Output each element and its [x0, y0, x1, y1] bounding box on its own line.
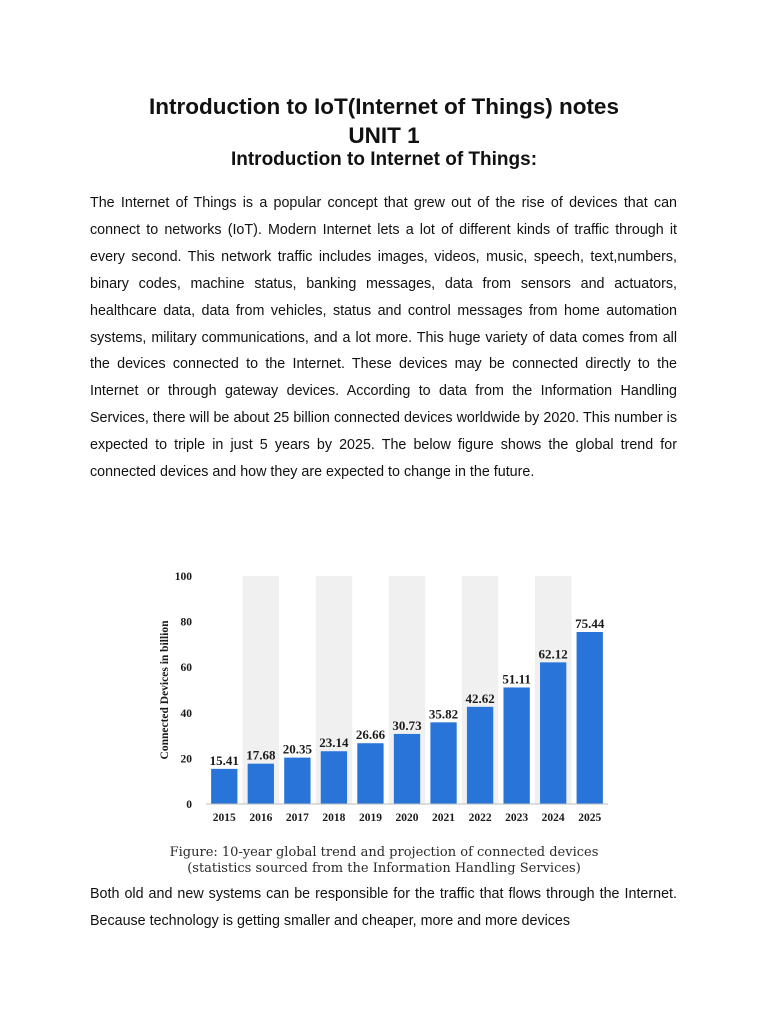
x-tick-label-2023: 2023	[505, 812, 529, 824]
connected-devices-chart	[150, 562, 620, 832]
bar-2017	[284, 758, 310, 804]
x-tick-label-2019: 2019	[358, 812, 382, 824]
bar-2025	[577, 632, 603, 804]
section-heading: Introduction to Internet of Things:	[230, 149, 538, 170]
x-tick-label-2020: 2020	[395, 812, 419, 824]
y-tick-label: 20	[180, 753, 192, 766]
unit-heading: UNIT 1	[348, 123, 420, 148]
bar-2022	[467, 707, 493, 804]
bar-2018	[321, 751, 347, 804]
data-label-2022: 42.62	[465, 690, 495, 706]
x-tick-label-2025: 2025	[578, 812, 602, 824]
x-tick-label-2016: 2016	[249, 812, 273, 824]
y-tick-label: 60	[180, 662, 192, 675]
bar-2021	[430, 722, 456, 804]
data-label-2021: 35.82	[428, 706, 459, 722]
data-label-2017: 20.35	[282, 741, 312, 757]
figure-caption-line-1: Figure: 10-year global trend and projection of connected devices	[169, 845, 599, 860]
document-title: Introduction to IoT(Internet of Things) notes	[149, 94, 619, 119]
bar-2024	[540, 662, 566, 804]
data-label-2023: 51.11	[502, 671, 531, 687]
x-tick-label-2018: 2018	[322, 812, 346, 824]
continuation-paragraph: Both old and new systems can be responsible for the traffic that flows through the Internet. Because technology is getting smaller and cheaper, more and more devices	[90, 886, 677, 929]
data-label-2015: 15.41	[209, 752, 239, 768]
data-label-2025: 75.44	[575, 615, 605, 631]
data-label-2018: 23.14	[319, 735, 349, 751]
bar-2015	[211, 769, 237, 804]
data-label-2020: 30.73	[392, 717, 422, 733]
intro-paragraph: The Internet of Things is a popular concept that grew out of the rise of devices that can connect to networks (IoT). Modern Internet lets a lot of different kinds of traffic through it every second. This network traffic includes images, videos, music, speech, text,numbers, binary codes, machine status, banking messages, data from sensors and actuators, healthcare data, data from vehicles, status and control messages from home automation systems, military communications, and a lot more. This huge variety of data comes from all the devices connected to the Internet. These devices may be connected directly to the Internet or through gateway devices. According to data from the Information Handling Services, there will be about 25 billion connected devices worldwide by 2020. This number is expected to triple in just 5 years by 2025. The below figure shows the global trend for connected devices and how they are expected to change in the future.	[90, 195, 677, 481]
bar-2020	[394, 734, 420, 804]
bar-2016	[248, 764, 274, 804]
bar-2023	[503, 687, 529, 804]
chart-canvas	[150, 562, 620, 832]
figure-caption-line-2: (statistics sourced from the Information Handling Services)	[187, 861, 581, 876]
x-tick-label-2024: 2024	[541, 812, 565, 824]
data-label-2019: 26.66	[355, 727, 386, 743]
x-tick-label-2021: 2021	[432, 812, 456, 824]
y-tick-label: 100	[174, 571, 192, 583]
x-tick-label-2017: 2017	[285, 812, 309, 824]
data-label-2016: 17.68	[246, 747, 276, 763]
y-tick-label: 40	[180, 707, 192, 720]
x-tick-label-2022: 2022	[468, 812, 492, 824]
y-axis-label: Connected Devices in billion	[159, 620, 171, 760]
y-tick-label: 80	[180, 616, 192, 629]
bar-2019	[357, 743, 383, 804]
x-tick-label-2015: 2015	[212, 812, 236, 824]
data-label-2024: 62.12	[538, 646, 568, 662]
y-tick-label: 0	[186, 799, 192, 811]
